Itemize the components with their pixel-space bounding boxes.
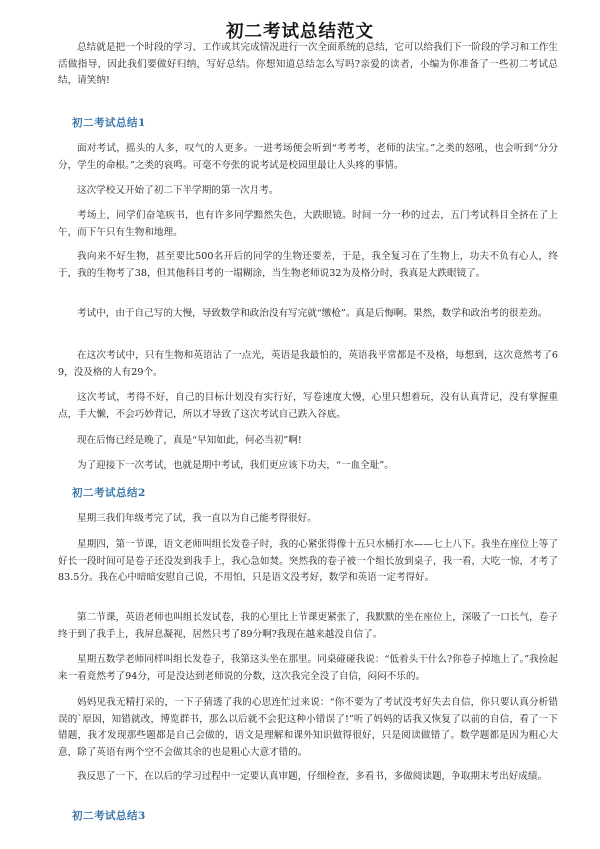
section-heading-2: 初二考试总结2 — [72, 487, 146, 499]
document-title: 初二考试总结范文 — [226, 22, 374, 42]
section-1-paragraph-2: 这次学校又开始了初二下半学期的第一次月考。 — [77, 185, 279, 196]
section-2-paragraph-4: 星期五数学老师同样叫组长发卷子，我第这头坐在那里。同桌碰碰我说：“低着头干什么?你卷子掉地上了。”我捡起来一看竟然考了94分，可是没达到老师说的分数，这次我完全没了自信，闷闷不乐的。 — [58, 654, 558, 682]
section-1-paragraph-8: 现在后悔已经是晚了，真是“早知如此，何必当初”啊! — [77, 435, 302, 446]
section-heading-3: 初二考试总结3 — [72, 810, 146, 822]
section-2-paragraph-6: 我反思了一下，在以后的学习过程中一定要认真审题，仔细检查，多看书，多做阅读题，争取期末考出好成绩。 — [77, 771, 548, 782]
section-1-paragraph-3: 考场上，同学们奋笔疾书，也有许多同学黯然失色，大跌眼镜。时间一分一秒的过去，五门考试科目全挤在了上午，而下午只有生物和地理。 — [58, 210, 558, 238]
intro-paragraph: 总结就是把一个时段的学习、工作或其完成情况进行一次全面系统的总结，它可以给我们下一阶段的学习和工作生活做指导，因此我们要做好归纳，写好总结。你想知道总结怎么写吗?亲爱的读者，小编为你准备了一些初二考试总结，请笑纳! — [58, 42, 558, 86]
section-2-paragraph-1: 星期三我们年级考完了试，我一直以为自己能考得很好。 — [77, 513, 317, 524]
section-2-paragraph-5: 妈妈见我无精打采的，一下子猜透了我的心思连忙过来说：“你不要为了考试没考好失去自信，你只要认真分析错误的`原因，知错就改，博览群书，那么以后就不会犯这种小错误了!”听了妈妈的话我又恢复了以前的自信，看了一下错题，我才发现那些题都是自己会做的，语文是理解和课外知识做得很好，只是阅读做错了。数学题都是因为粗心大意，除了英语有两个空不会做其余的也是粗心大意才错的。 — [58, 697, 558, 758]
section-1-paragraph-6: 在这次考试中，只有生物和英语沾了一点光，英语是我最怕的，英语我平常都是不及格，每想到，这次竟然考了69，没及格的人有29个。 — [58, 350, 558, 378]
section-1-paragraph-9: 为了迎接下一次考试，也就是期中考试，我们更应该下功夫，“一血全耻”。 — [77, 460, 394, 471]
section-2-paragraph-2: 星期四，第一节课，语文老师叫组长发卷子时，我的心紧张得像十五只水桶打水——七上八下。我坐在座位上等了好长一段时间可是卷子还没发到我手上，我心急如焚。突然我的卷子被一个组长放到桌子，我一看，大吃一惊，才考了83.5分。我在心中暗暗安慰自己说，不用怕，只是语文没考好，数学和英语一定考得好。 — [58, 539, 558, 583]
section-2-paragraph-3: 第二节课，英语老师也叫组长发试卷，我的心里比上节课更紧张了，我默默的坐在座位上，深吸了一口长气，卷子终于到了我手上，我屏息凝视，居然只考了89分啊?我现在越来越没自信了。 — [58, 612, 558, 640]
section-1-paragraph-5: 考试中，由于自己写的大慢，导致数学和政治没有写完就“缴枪”。真是后悔啊。果然，数学和政治考的很差劲。 — [77, 308, 548, 319]
section-1-paragraph-1: 面对考试，摇头的人多，叹气的人更多。一进考场便会听到“考考考，老师的法宝。”之类的怒吼，也会听到“分分分，学生的命根。”之类的哀鸣。可毫不夸张的说考试是校园里最让人头疼的事情。 — [58, 143, 558, 171]
section-1-paragraph-7: 这次考试，考得不好，自己的目标计划没有实行好，写卷速度大慢，心里只想着玩，没有认真背记，没有掌握重点，手大懒，不会巧妙背记，所以才导致了这次考试自己跌入谷底。 — [58, 392, 558, 420]
section-1-paragraph-4: 我向来不好生物，甚至要比500名开后的同学的生物还要差，于是，我全复习在了生物上，功夫不负有心人，终于，我的生物考了38，但其他科目考的一塌糊涂，当生物老师说32为及格分时，我真是大跌眼镜了。 — [58, 251, 558, 279]
section-heading-1: 初二考试总结1 — [72, 117, 146, 129]
